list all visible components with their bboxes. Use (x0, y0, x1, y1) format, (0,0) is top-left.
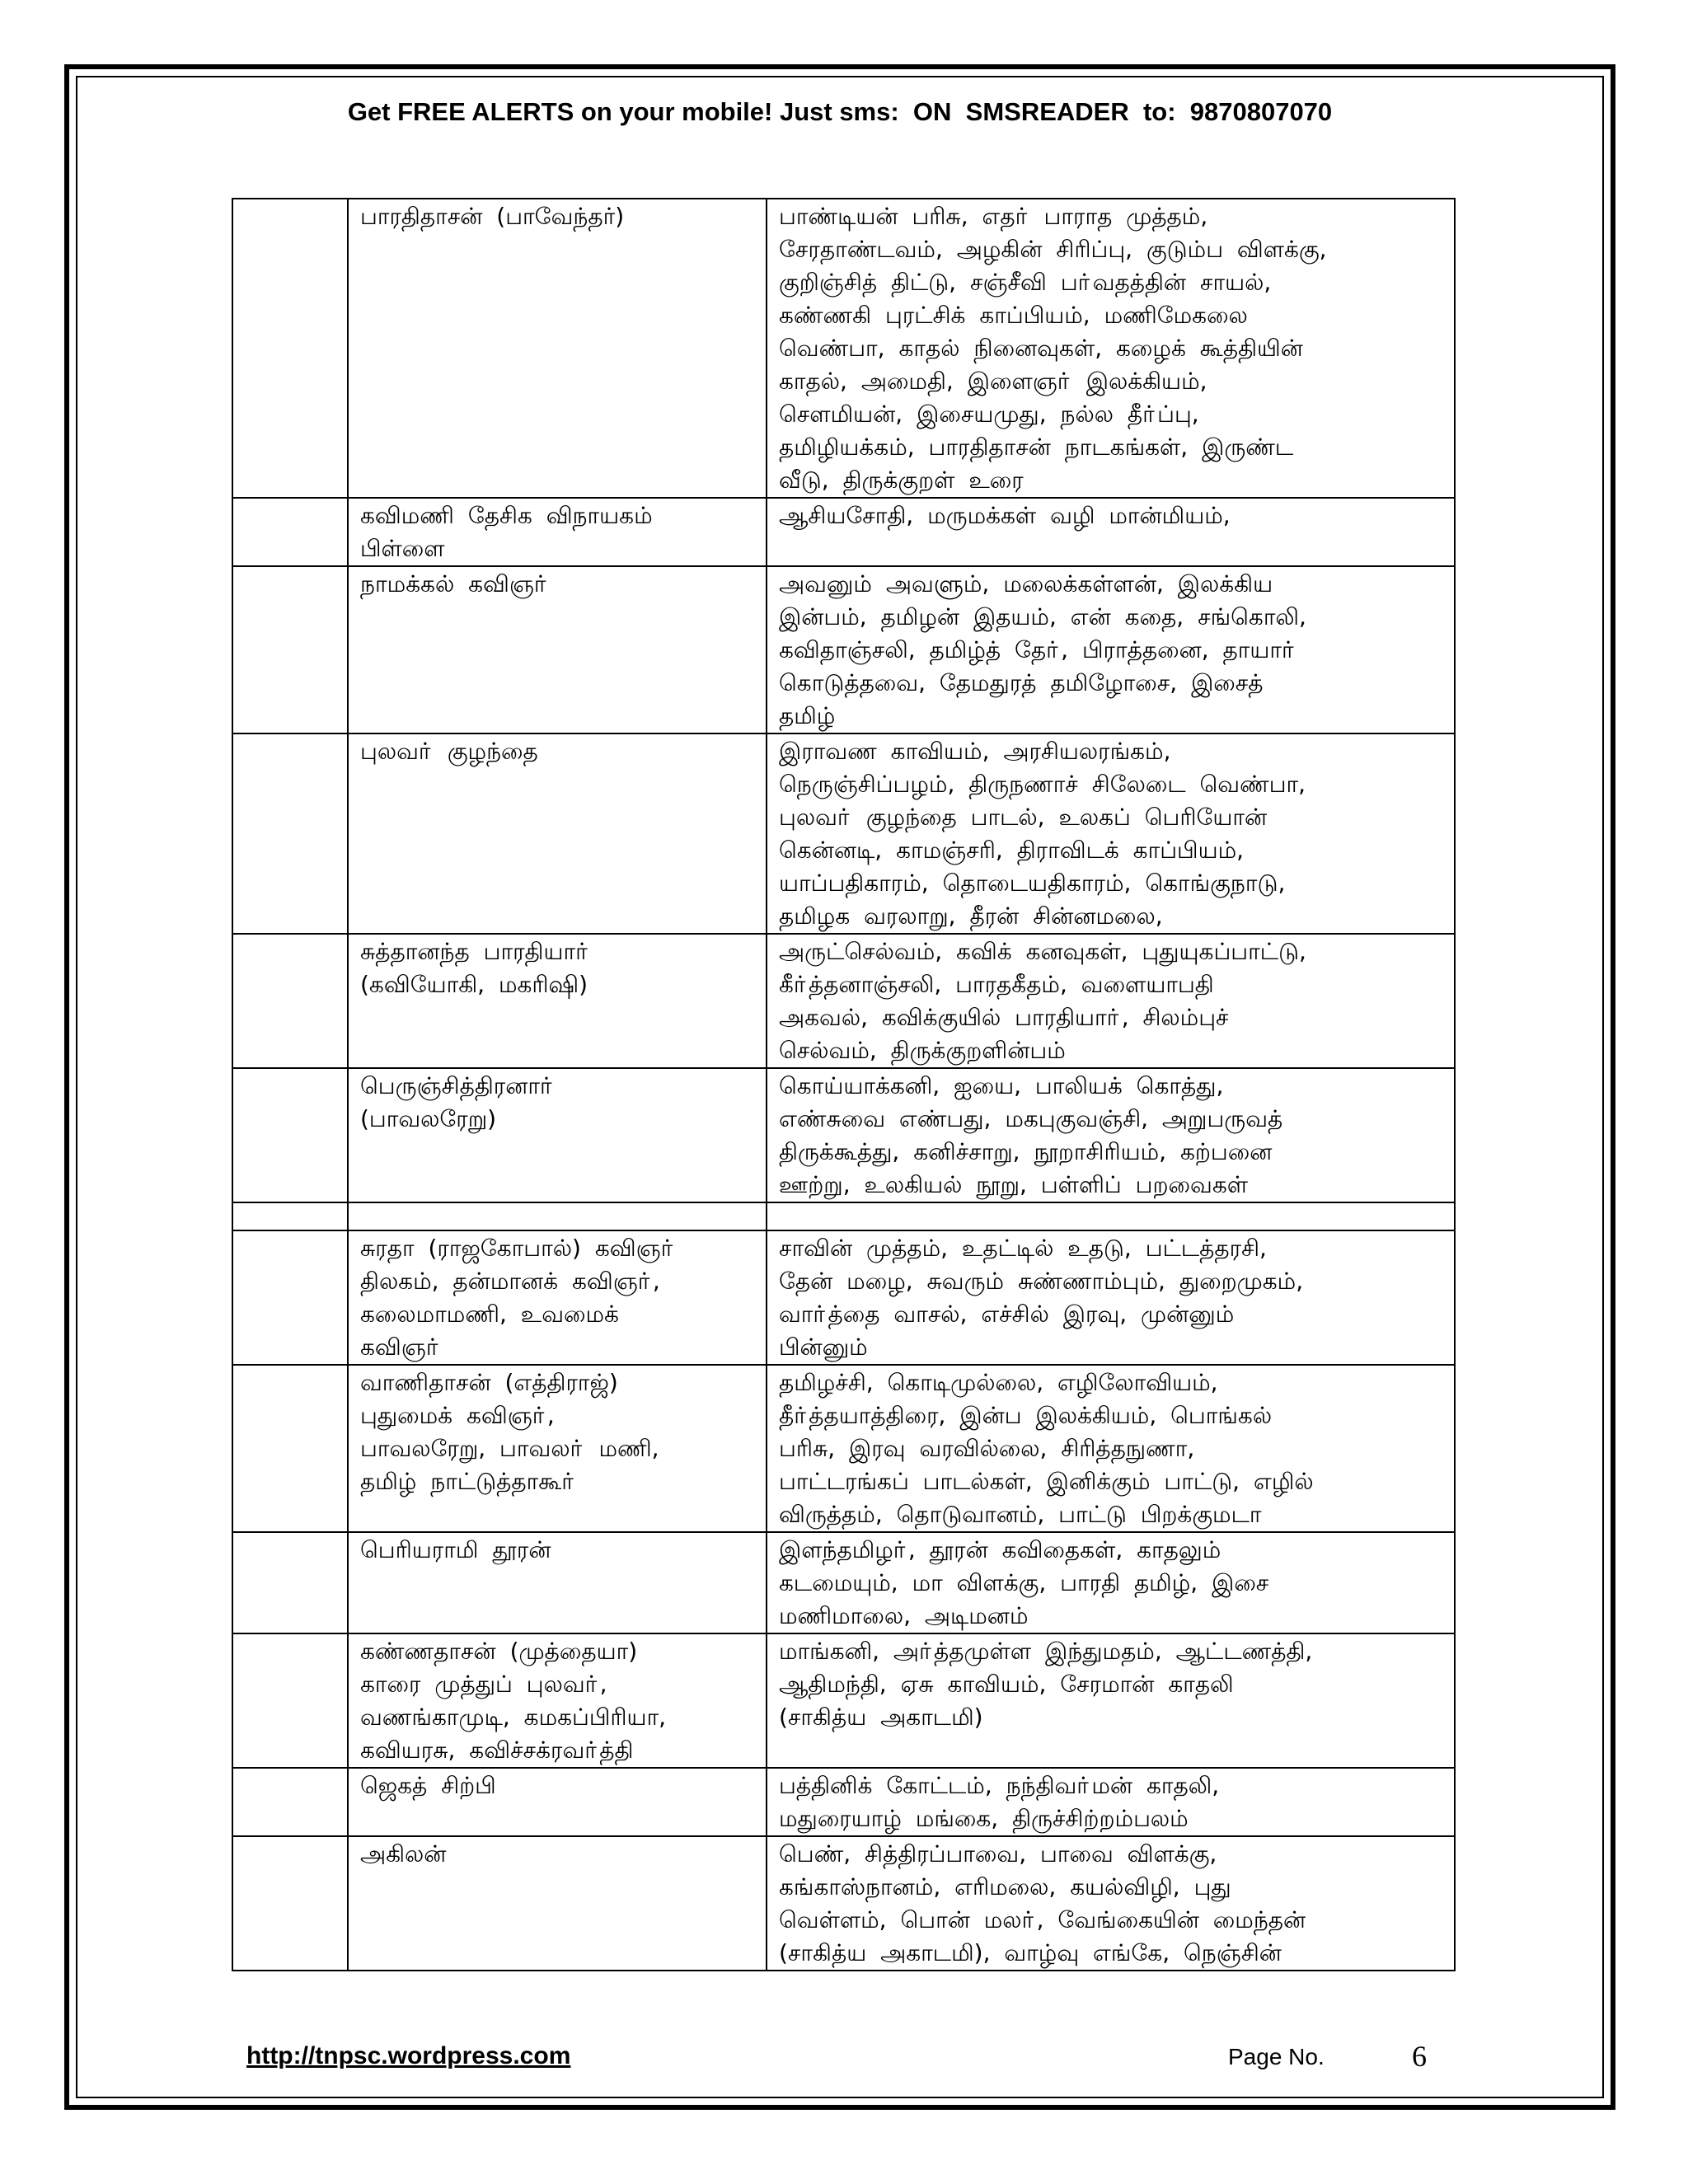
author-cell (348, 566, 767, 733)
works-line: கென்னடி, காமஞ்சரி, திராவிடக் காப்பியம், (779, 837, 1245, 864)
author-cell (348, 498, 767, 566)
works-cell (767, 199, 1455, 498)
works-line: இளந்தமிழா், தூரன் கவிதைகள், காதலும் (779, 1536, 1221, 1563)
page-number: 6 (1412, 2040, 1427, 2073)
author-line: புதுமைக் கவிஞா், (360, 1402, 555, 1429)
works-line: கங்காஸ்நானம், எரிமலை, கயல்விழி, புது (779, 1873, 1231, 1900)
author-line: (பாவலரேறு) (360, 1105, 497, 1132)
works-line: கண்ணகி புரட்சிக் காப்பியம், மணிமேகலை (779, 302, 1248, 329)
author-line: பெருஞ்சித்திரனாா் (360, 1072, 556, 1099)
author-cell (348, 733, 767, 934)
works-line: மணிமாலை, அடிமனம் (779, 1602, 1029, 1629)
author-line: வணங்காமுடி, கமகப்பிரியா, (360, 1704, 667, 1731)
serial-number-cell (232, 1202, 348, 1230)
author-line: சுரதா (ராஜகோபால்) கவிஞா் (360, 1235, 676, 1262)
author-cell (348, 1230, 767, 1365)
works-cell (767, 1836, 1455, 1971)
table-row (232, 1633, 1455, 1768)
works-line: தமிழ் (779, 702, 836, 729)
table-row (232, 498, 1455, 566)
author-line: சுத்தானந்த பாரதியாா் (360, 938, 591, 965)
serial-number-cell (232, 199, 348, 498)
works-line: ஆதிமந்தி, ஏசு காவியம், சேரமான் காதலி (779, 1671, 1234, 1698)
author-cell (348, 1365, 767, 1532)
table-row (232, 1230, 1455, 1365)
works-line: பெண், சித்திரப்பாவை, பாவை விளக்கு, (779, 1840, 1217, 1868)
author-line: பெரியராமி தூரன் (360, 1536, 551, 1563)
works-line: எண்சுவை எண்பது, மகபுகுவஞ்சி, அறுபருவத் (779, 1105, 1283, 1132)
author-line: திலகம், தன்மானக் கவிஞா், (360, 1268, 660, 1295)
author-line: கவியரசு, கவிச்சக்ரவா்த்தி (360, 1736, 634, 1764)
table-row (232, 934, 1455, 1068)
author-cell (348, 1836, 767, 1971)
works-line: கடமையும், மா விளக்கு, பாரதி தமிழ், இசை (779, 1569, 1269, 1596)
serial-number-cell (232, 1068, 348, 1202)
works-cell (767, 1202, 1455, 1230)
serial-number-cell (232, 733, 348, 934)
works-line: ஊற்று, உலகியல் நூறு, பள்ளிப் பறவைகள் (779, 1171, 1249, 1198)
works-line: பாட்டரங்கப் பாடல்கள், இனிக்கும் பாட்டு, எழில் (779, 1468, 1314, 1495)
author-line: நாமக்கல் கவிஞா் (360, 570, 549, 598)
page-number-label: Page No. (1228, 2044, 1325, 2069)
works-line: மதுரையாழ் மங்கை, திருச்சிற்றம்பலம் (779, 1805, 1189, 1832)
table-row (232, 1836, 1455, 1971)
works-line: கவிதாஞ்சலி, தமிழ்த் தோ், பிராத்தனை, தாயாா் (779, 636, 1297, 663)
works-line: பத்தினிக் கோட்டம், நந்திவா்மன் காதலி, (779, 1772, 1220, 1799)
works-line: பின்னும் (779, 1333, 868, 1361)
works-line: வெண்பா, காதல் நினைவுகள், கழைக் கூத்தியின் (779, 335, 1303, 362)
table-body (232, 199, 1455, 1971)
author-cell (348, 1202, 767, 1230)
works-cell (767, 1230, 1455, 1365)
author-line: ஜெகத் சிற்பி (360, 1772, 496, 1799)
works-line: கொடுத்தவை, தேமதுரத் தமிழோசை, இசைத் (779, 669, 1264, 696)
serial-number-cell (232, 1365, 348, 1532)
author-line: கவிமணி தேசிக விநாயகம் (360, 502, 653, 529)
works-cell (767, 498, 1455, 566)
works-cell (767, 733, 1455, 934)
table-row (232, 566, 1455, 733)
author-line: பாவலரேறு, பாவலா் மணி, (360, 1435, 659, 1462)
works-line: வாா்த்தை வாசல், எச்சில் இரவு, முன்னும் (779, 1301, 1235, 1328)
serial-number-cell (232, 1768, 348, 1836)
works-line: தீா்த்தயாத்திரை, இன்ப இலக்கியம், பொங்கல் (779, 1402, 1273, 1429)
works-line: தமிழக வரலாறு, தீரன் சின்னமலை, (779, 902, 1163, 930)
author-line: கண்ணதாசன் (முத்தையா) (360, 1638, 638, 1665)
works-cell (767, 934, 1455, 1068)
works-line: அவனும் அவளும், மலைக்கள்ளன், இலக்கிய (779, 570, 1273, 598)
author-line: அகிலன் (360, 1840, 447, 1868)
works-line: சேரதாண்டவம், அழகின் சிரிப்பு, குடும்ப விளக்கு, (779, 236, 1327, 263)
table-row (232, 1365, 1455, 1532)
author-line: (கவியோகி, மகரிஷி) (360, 971, 588, 998)
author-cell (348, 199, 767, 498)
works-line: தமிழச்சி, கொடிமுல்லை, எழிலோவியம், (779, 1369, 1218, 1396)
works-line: பரிசு, இரவு வரவில்லை, சிரித்தநுணா, (779, 1435, 1195, 1462)
works-line: கீா்த்தனாஞ்சலி, பாரதகீதம், வளையாபதி (779, 971, 1214, 998)
works-line: யாப்பதிகாரம், தொடையதிகாரம், கொங்குநாடு, (779, 869, 1286, 897)
works-line: சாவின் முத்தம், உதட்டில் உதடு, பட்டத்தரசி, (779, 1235, 1267, 1262)
serial-number-cell (232, 1230, 348, 1365)
author-line: புலவா் குழந்தை (360, 738, 538, 765)
works-cell (767, 1068, 1455, 1202)
works-cell (767, 1365, 1455, 1532)
works-cell (767, 1768, 1455, 1836)
works-line: சௌமியன், இசையமுது, நல்ல தீா்ப்பு, (779, 401, 1199, 428)
author-cell (348, 1532, 767, 1633)
works-line: தேன் மழை, சுவரும் சுண்ணாம்பும், துறைமுகம், (779, 1268, 1304, 1295)
works-line: திருக்கூத்து, கனிச்சாறு, நூறாசிரியம், கற்பனை (779, 1138, 1273, 1165)
works-line: குறிஞ்சித் திட்டு, சஞ்சீவி பா்வதத்தின் சாயல், (779, 269, 1272, 296)
author-line: பிள்ளை (360, 535, 445, 562)
works-cell (767, 1633, 1455, 1768)
table-row (232, 1068, 1455, 1202)
works-line: இராவண காவியம், அரசியலரங்கம், (779, 738, 1171, 765)
works-line: ஆசியசோதி, மருமக்கள் வழி மான்மியம், (779, 502, 1231, 529)
works-line: இன்பம், தமிழன் இதயம், என் கதை, சங்கொலி, (779, 603, 1306, 630)
author-line: கவிஞா் (360, 1333, 441, 1361)
author-cell (348, 1068, 767, 1202)
serial-number-cell (232, 1633, 348, 1768)
table-row (232, 1768, 1455, 1836)
works-cell (767, 1532, 1455, 1633)
works-line: தமிழியக்கம், பாரதிதாசன் நாடகங்கள், இருண்ட (779, 434, 1294, 461)
poets-works-table (232, 198, 1456, 1971)
author-line: காரை முத்துப் புலவா், (360, 1671, 607, 1698)
author-line: கலைமாமணி, உவமைக் (360, 1301, 619, 1328)
author-cell (348, 1633, 767, 1768)
table-row (232, 1532, 1455, 1633)
works-line: நெருஞ்சிப்பழம், திருநணாச் சிலேடை வெண்பா, (779, 771, 1306, 798)
author-cell (348, 1768, 767, 1836)
serial-number-cell (232, 1836, 348, 1971)
works-line: செல்வம், திருக்குறளின்பம் (779, 1037, 1066, 1064)
works-line: புலவா் குழந்தை பாடல், உலகப் பெரியோன் (779, 804, 1268, 831)
serial-number-cell (232, 498, 348, 566)
author-line: வாணிதாசன் (எத்திராஜ்) (360, 1369, 618, 1396)
author-cell (348, 934, 767, 1068)
serial-number-cell (232, 934, 348, 1068)
table-row (232, 1202, 1455, 1230)
table-row (232, 733, 1455, 934)
works-line: காதல், அமைதி, இளைஞா் இலக்கியம், (779, 368, 1207, 395)
works-line: (சாகித்ய அகாடமி) (779, 1704, 983, 1731)
serial-number-cell (232, 566, 348, 733)
serial-number-cell (232, 1532, 348, 1633)
works-line: அருட்செல்வம், கவிக் கனவுகள், புதுயுகப்பாட்டு, (779, 938, 1306, 965)
author-line: தமிழ் நாட்டுத்தாகூா் (360, 1468, 577, 1495)
works-line: விருத்தம், தொடுவானம், பாட்டு பிறக்குமடா (779, 1501, 1262, 1528)
table-row (232, 199, 1455, 498)
works-line: அகவல், கவிக்குயில் பாரதியாா், சிலம்புச் (779, 1004, 1229, 1031)
works-line: பாண்டியன் பரிசு, எதா் பாராத முத்தம், (779, 203, 1208, 230)
works-line: வெள்ளம், பொன் மலா், வேங்கையின் மைந்தன் (779, 1906, 1306, 1933)
works-line: வீடு, திருக்குறள் உரை (779, 466, 1024, 494)
author-line: பாரதிதாசன் (பாவேந்தர்) (360, 203, 625, 230)
works-line: கொய்யாக்கனி, ஐயை, பாலியக் கொத்து, (779, 1072, 1224, 1099)
works-line: (சாகித்ய அகாடமி), வாழ்வு எங்கே, நெஞ்சின் (779, 1939, 1282, 1966)
website-link[interactable]: http://tnpsc.wordpress.com (246, 2042, 571, 2069)
works-cell (767, 566, 1455, 733)
sms-alert-header: Get FREE ALERTS on your mobile! Just sms: ON SMSREADER to: 9870807070 (347, 97, 1333, 126)
works-line: மாங்கனி, அா்த்தமுள்ள இந்துமதம், ஆட்டணத்தி, (779, 1638, 1313, 1665)
